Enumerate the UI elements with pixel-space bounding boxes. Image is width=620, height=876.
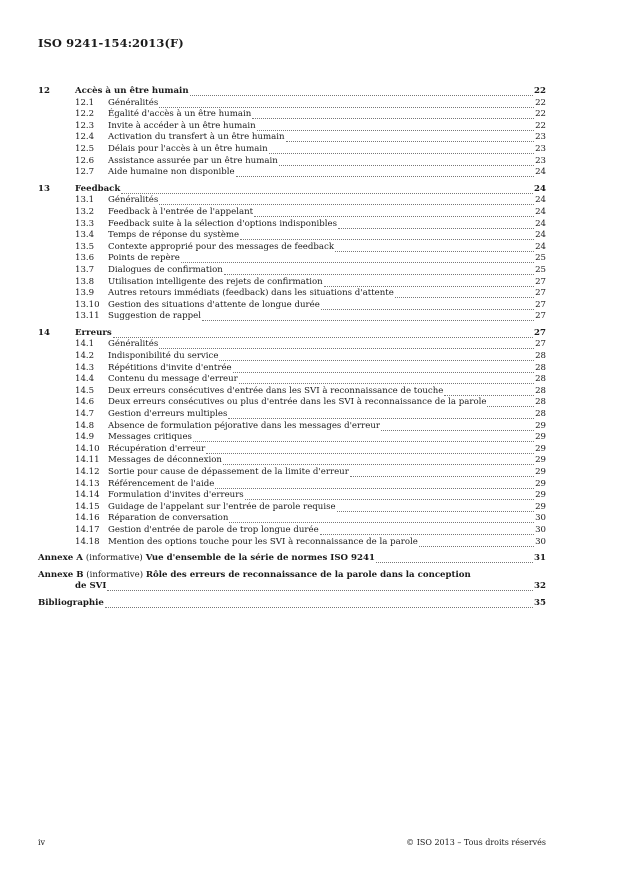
toc-entry-title: Sortie pour cause de dépassement de la limite d'erreur [108,467,349,477]
toc-dot-leader [381,421,534,431]
toc-entry-title: Réparation de conversation [108,513,229,524]
toc-sub-entry[interactable] [0,144,620,156]
toc-dot-leader [215,479,534,489]
toc-entry-number: 14.4 [75,374,95,385]
toc-entry-number: 14.2 [75,351,95,362]
toc-entry-page: 28 [535,374,546,385]
toc-sub-entry[interactable] [0,207,620,219]
toc-entry-page: 29 [535,490,546,501]
toc-dot-leader [121,184,533,194]
bibliography-title: Bibliographie [38,597,104,608]
toc-dot-leader [105,598,533,608]
toc-entry-page: 24 [534,183,546,194]
toc-entry-number: 14.6 [75,397,95,408]
toc-sub-entry[interactable] [0,409,620,421]
toc-entry-number: 13.2 [75,206,95,217]
toc-dot-leader [113,328,533,338]
toc-entry-page: 27 [535,288,546,299]
toc-entry-title: Absence de formulation péjorative dans les messages d'erreur [108,420,380,431]
toc-dot-leader [257,121,534,131]
toc-entry-page: 24 [535,230,546,241]
annex-a-page: 31 [534,553,546,564]
annex-b-page: 32 [534,581,546,592]
toc-dot-leader [279,156,534,166]
toc-entry-number: 14.18 [75,536,100,547]
toc-entry-title: Aide humaine non disponible [108,167,235,178]
toc-entry-page: 24 [535,218,546,229]
toc-entry-title: Erreurs [75,327,112,338]
toc-sub-entry[interactable] [0,219,620,231]
toc-entry-title: Égalité d'accès à un être humain [108,109,252,120]
toc-entry-title: Référencement de l'aide [108,478,215,489]
toc-sub-entry[interactable] [0,444,620,456]
toc-entry-number: 13.5 [75,241,95,252]
bibliography-page: 35 [534,597,546,608]
toc-sub-entry[interactable] [0,386,620,398]
toc-sub-entry[interactable] [0,277,620,289]
annex-b-title: Rôle des erreurs de reconnaissance de la parole dans la conception [145,569,471,580]
toc-entry-page: 24 [535,241,546,252]
toc-entry-page: 22 [535,120,546,131]
toc-entry-page: 27 [535,299,546,310]
toc-entry-page: 24 [535,167,546,178]
toc-entry-number: 13.11 [75,311,100,322]
toc-entry-title: Feedback à l'entrée de l'appelant [108,206,254,217]
toc-dot-leader [219,351,534,361]
toc-entry-page: 24 [535,206,546,217]
toc-dot-leader [350,467,534,477]
toc-entry-title: Généralités [108,339,159,350]
toc-entry-number: 14.12 [75,467,100,477]
toc-dot-leader [324,277,534,287]
toc-entry-page: 25 [535,264,546,275]
toc-entry-page: 30 [535,513,546,524]
toc-sub-entry[interactable] [0,467,620,479]
toc-entry-page: 27 [535,276,546,287]
toc-entry-number: 12.1 [75,97,95,108]
toc-entry-title: Assistance assurée par un être humain [108,155,278,166]
toc-entry-number: 13.3 [75,218,95,229]
toc-dot-leader [337,502,534,512]
toc-dot-leader [239,374,534,384]
footer-page-number: iv [38,838,46,847]
toc-entry-page: 28 [535,362,546,373]
toc-entry-page: 28 [535,351,546,362]
toc-entry-page: 23 [535,143,546,154]
toc-sub-entry[interactable] [0,363,620,375]
toc-sub-entry[interactable] [0,479,620,491]
toc-dot-leader [245,490,534,500]
toc-entry-number: 14.10 [75,443,100,454]
toc-entry-number: 12 [38,86,50,96]
toc-entry-page: 28 [535,385,546,396]
toc-entry-page: 29 [535,455,546,466]
toc-entry-title: Deux erreurs consécutives d'entrée dans les SVI à reconnaissance de touche [108,385,444,396]
toc-main-entry[interactable] [0,86,620,98]
annex-b-title-continued: de SVI [75,581,107,592]
toc-entry-page: 22 [534,86,546,96]
toc-entry-title: Délais pour l'accès à un être humain [108,143,268,154]
toc-dot-leader [190,86,533,96]
toc-sub-entry[interactable] [0,242,620,254]
toc-entry-number: 14.11 [75,455,100,466]
toc-entry-page: 22 [535,97,546,108]
toc-entry-number: 12.6 [75,155,95,166]
toc-bibliography-entry[interactable] [0,598,620,610]
toc-sub-entry[interactable] [0,502,620,514]
toc-dot-leader [269,144,534,154]
annex-b-qualifier: (informative) [86,569,144,580]
toc-annex-a-entry[interactable] [0,553,620,565]
toc-dot-leader [335,242,534,252]
toc-entry-page: 29 [535,478,546,489]
toc-entry-page: 24 [535,195,546,206]
toc-entry-number: 14.13 [75,478,100,489]
toc-sub-entry[interactable] [0,300,620,312]
toc-dot-leader [233,363,534,373]
toc-sub-entry[interactable] [0,537,620,549]
toc-entry-page: 25 [535,253,546,264]
toc-dot-leader [229,513,534,523]
toc-entry-page: 29 [535,501,546,512]
toc-dot-leader [193,432,534,442]
toc-entry-page: 30 [535,536,546,547]
toc-dot-leader [376,553,533,563]
toc-main-entry[interactable] [0,184,620,196]
toc-entry-title: Suggestion de rappel [108,311,201,322]
toc-entry-number: 13.7 [75,264,95,275]
toc-entry-title: Activation du transfert à un être humain [108,132,285,143]
toc-sub-entry[interactable] [0,121,620,133]
toc-entry-number: 13 [38,183,50,194]
toc-entry-title: Utilisation intelligente des rejets de confirmation [108,276,323,287]
toc-entry-title: Messages de déconnexion [108,455,222,466]
toc-entry-number: 12.7 [75,167,95,178]
toc-sub-entry[interactable] [0,288,620,300]
footer-copyright: © ISO 2013 – Tous droits réservés [406,838,546,847]
toc-entry-title: Accès à un être humain [75,86,189,96]
toc-entry-number: 14.16 [75,513,100,524]
toc-sub-entry[interactable] [0,156,620,168]
toc-dot-leader [338,219,534,229]
toc-dot-leader [107,581,533,591]
toc-entry-number: 14.5 [75,385,95,396]
toc-entry-title: Temps de réponse du système [108,230,240,241]
toc-dot-leader [240,230,534,240]
toc-section-14 [0,328,620,548]
toc-section-13 [0,184,620,323]
toc-entry-number: 13.9 [75,288,95,299]
toc-dot-leader [321,300,534,310]
toc-entry-title: Messages critiques [108,432,192,443]
toc-entry-number: 14.17 [75,524,100,535]
toc-entry-number: 13.6 [75,253,95,264]
toc-entry-number: 14.1 [75,339,95,350]
toc-sub-entry[interactable] [0,513,620,525]
toc-entry-title: Indisponibilité du service [108,351,219,362]
toc-sub-entry[interactable] [0,374,620,386]
toc-dot-leader [286,132,535,142]
toc-entry-title: Autres retours immédiats (feedback) dans les situations d'attente [108,288,394,299]
toc-entry-number: 12.4 [75,132,95,143]
toc-entry-number: 14.15 [75,501,100,512]
toc-sub-entry[interactable] [0,167,620,179]
toc-entry-page: 28 [535,397,546,408]
toc-entry-number: 13.1 [75,195,95,206]
toc-entry-number: 14.3 [75,362,95,373]
toc-entry-title: Feedback [75,183,121,194]
toc-dot-leader [419,537,534,547]
toc-entry-page: 27 [535,311,546,322]
toc-entry-page: 29 [535,432,546,443]
toc-entry-page: 22 [535,109,546,120]
annex-a-qualifier: (informative) [85,553,143,564]
toc-entry-title: Généralités [108,195,159,206]
annex-b-label: Annexe B [38,569,84,580]
toc-entry-number: 12.5 [75,143,95,154]
toc-sub-entry[interactable] [0,132,620,144]
toc-sub-entry[interactable] [0,525,620,537]
toc-entry-number: 14.9 [75,432,95,443]
toc-entry-title: Dialogues de confirmation [108,264,223,275]
toc-entry-number: 12.3 [75,120,95,131]
toc-entry-title: Contexte approprié pour des messages de feedback [108,241,335,252]
toc-sub-entry[interactable] [0,265,620,277]
toc-dot-leader [254,207,534,217]
toc-entry-number: 14.8 [75,420,95,431]
toc-entry-title: Mention des options touche pour les SVI à reconnaissance de la parole [108,536,418,547]
document-header-id: ISO 9241-154:2013(F) [38,36,184,50]
toc-dot-leader [224,265,534,275]
toc-dot-leader [181,253,534,263]
toc-sub-entry[interactable] [0,195,620,207]
toc-entry-page: 27 [535,339,546,350]
toc-entry-title: Contenu du message d'erreur [108,374,238,385]
toc-dot-leader [228,409,534,419]
toc-entry-title: Récupération d'erreur [108,443,206,454]
toc-entry-number: 13.10 [75,299,100,310]
toc-dot-leader [395,288,534,298]
toc-entry-number: 12.2 [75,109,95,120]
toc-entry-title: Guidage de l'appelant sur l'entrée de parole requise [108,501,336,512]
toc-entry-title: Deux erreurs consécutives ou plus d'entrée dans les SVI à reconnaissance de la parole [108,397,487,408]
toc-sub-entry[interactable] [0,109,620,121]
toc-entry-page: 23 [535,155,546,166]
toc-dot-leader [236,167,534,177]
toc-sub-entry[interactable] [0,230,620,242]
toc-entry-title: Généralités [108,97,159,108]
toc-dot-leader [487,397,534,407]
annex-b-heading [38,570,471,582]
toc-entry-page: 27 [534,327,546,338]
toc-entry-title: Points de repère [108,253,180,264]
toc-entry-number: 14.7 [75,409,95,420]
toc-entry-title: Feedback suite à la sélection d'options indisponibles [108,218,337,229]
toc-sub-entry[interactable] [0,490,620,502]
toc-entry-page: 23 [535,132,546,143]
toc-sub-entry[interactable] [0,455,620,467]
toc-entry-number: 13.4 [75,230,95,241]
toc-entry-title: Gestion d'erreurs multiples [108,409,228,420]
toc-entry-number: 13.8 [75,276,95,287]
toc-entry-title: Répétitions d'invite d'entrée [108,362,232,373]
toc-sub-entry[interactable] [0,432,620,444]
toc-entry-number: 14.14 [75,490,100,501]
toc-sub-entry[interactable] [0,351,620,363]
annex-a-heading [38,553,375,565]
toc-dot-leader [444,386,534,396]
annex-a-label: Annexe A [38,553,83,564]
toc-dot-leader [202,311,534,321]
toc-entry-page: 30 [535,524,546,535]
toc-sub-entry[interactable] [0,98,620,110]
toc-entry-title: Gestion d'entrée de parole de trop longue durée [108,524,319,535]
toc-entry-number: 14 [38,327,50,338]
table-of-contents [0,86,620,610]
toc-entry-title: Gestion des situations d'attente de longue durée [108,299,320,310]
toc-main-entry[interactable] [0,328,620,340]
annex-a-title: Vue d'ensemble de la série de normes ISO 9241 [145,553,375,564]
toc-entry-page: 29 [535,420,546,431]
toc-section-12 [0,86,620,179]
toc-sub-entry[interactable] [0,311,620,323]
toc-entry-page: 28 [535,409,546,420]
toc-sub-entry[interactable] [0,339,620,351]
toc-dot-leader [223,455,534,465]
toc-dot-leader [206,444,534,454]
toc-entry-title: Invite à accéder à un être humain [108,120,256,131]
toc-dot-leader [159,339,534,349]
toc-dot-leader [159,195,534,205]
toc-annex-b-entry[interactable] [0,570,620,593]
toc-entry-page: 29 [535,443,546,454]
toc-sub-entry[interactable] [0,421,620,433]
toc-dot-leader [159,98,534,108]
toc-sub-entry[interactable] [0,253,620,265]
toc-entry-title: Formulation d'invites d'erreurs [108,490,244,501]
toc-entry-page: 29 [535,467,546,477]
toc-dot-leader [320,525,534,535]
toc-dot-leader [252,109,534,119]
toc-sub-entry[interactable] [0,397,620,409]
